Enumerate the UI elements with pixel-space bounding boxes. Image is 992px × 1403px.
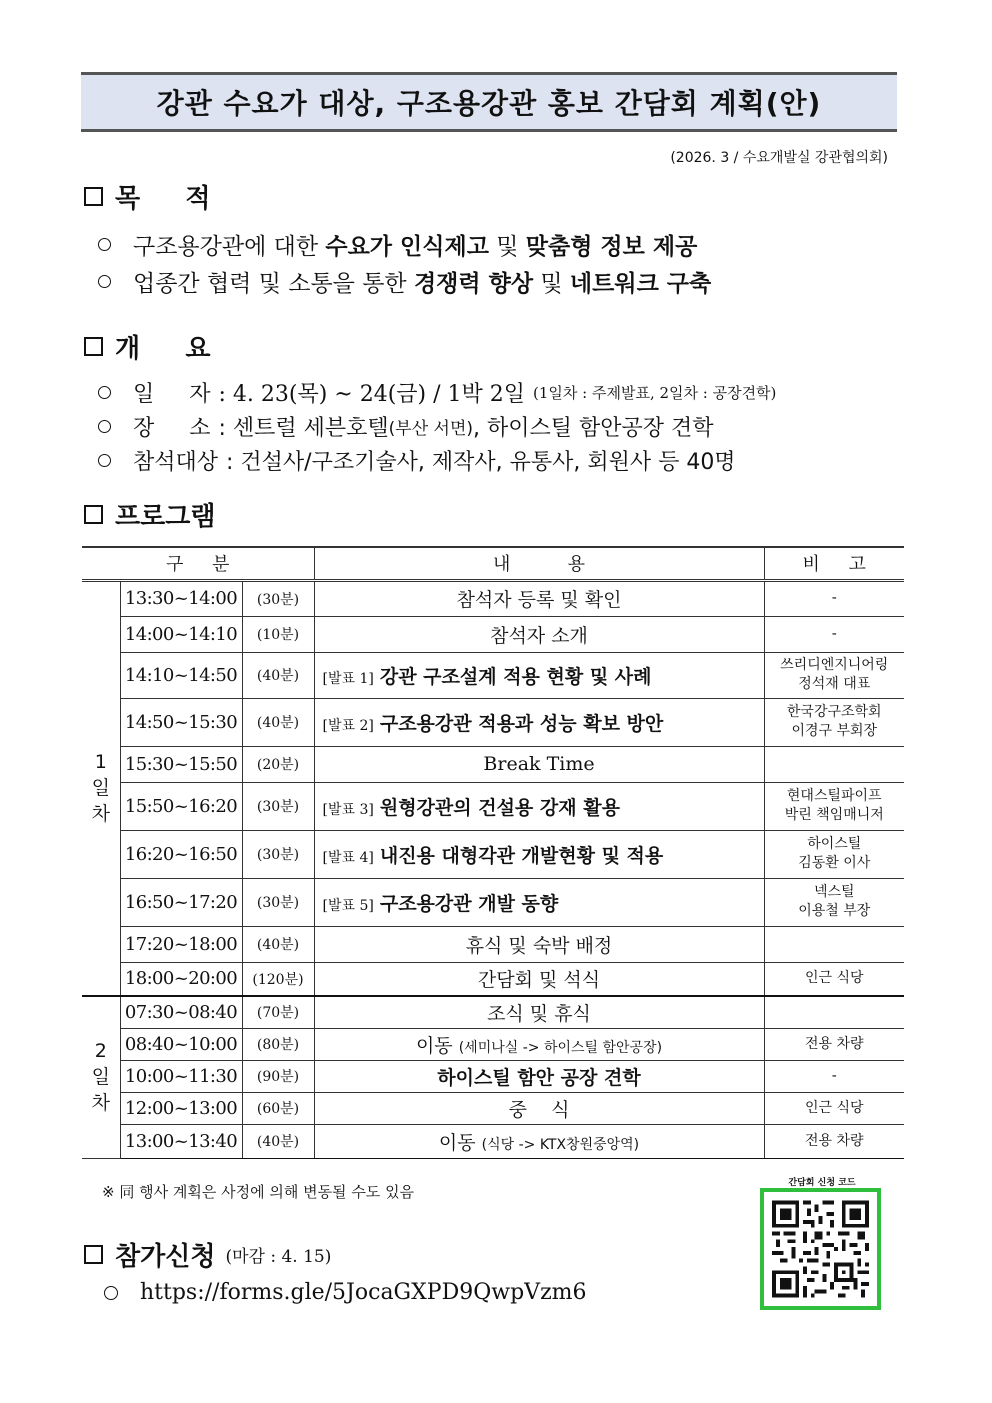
- program-table: [82, 546, 904, 1159]
- circle-bullet-icon: [98, 420, 111, 433]
- table-row: 17:20~18:00 (40분) 휴식 및 숙박 배정: [82, 926, 904, 962]
- header-remark: 비 고: [764, 547, 904, 580]
- table-row: 16:20~16:50 (30분) [발표 4] 내진용 대형각관 개발현황 및 적용 하이스틸 김동환 이사: [82, 830, 904, 878]
- circle-bullet-icon: [104, 1286, 118, 1300]
- table-row: 13:00~13:40 (40분) 이동 (식당 -> KTX창원중앙역) 전용 차량: [82, 1124, 904, 1158]
- table-row: 2 일 차 07:30~08:40 (70분) 조식 및 휴식: [82, 996, 904, 1028]
- qr-code-graphic: [772, 1200, 869, 1298]
- section-purpose-heading: 목 적: [84, 178, 211, 215]
- document-title: 강관 수요가 대상, 구조용강관 홍보 간담회 계획(안): [156, 87, 822, 120]
- section-overview-heading: 개 요: [84, 328, 211, 365]
- table-row: 08:40~10:00 (80분) 이동 (세미나실 -> 하이스틸 함안공장) 전용 차량: [82, 1028, 904, 1060]
- table-row: 15:30~15:50 (20분) Break Time: [82, 746, 904, 782]
- square-box-icon: [84, 1245, 103, 1264]
- table-row: 12:00~13:00 (60분) 중 식 인근 식당: [82, 1092, 904, 1124]
- table-row: 14:00~14:10 (10분) 참석자 소개 -: [82, 616, 904, 652]
- overview-attendees: 참석대상 : 건설사/구조기술사, 제작사, 유통사, 회원사 등 40명: [98, 445, 736, 476]
- qr-label: 간담회 신청 코드: [788, 1178, 856, 1188]
- day1-label: 1 일 차: [82, 580, 120, 996]
- table-header-row: [82, 547, 904, 580]
- circle-bullet-icon: [98, 238, 111, 251]
- section-register-heading: 참가신청 (마감 : 4. 15): [84, 1236, 331, 1273]
- section-program-heading: 프로그램: [84, 496, 215, 533]
- table-row: 18:00~20:00 (120분) 간담회 및 석식 인근 식당: [82, 962, 904, 996]
- table-row: 10:00~11:30 (90분) 하이스틸 함안 공장 견학 -: [82, 1060, 904, 1092]
- purpose-item-2: 업종간 협력 및 소통을 통한 경쟁력 향상 및 네트워크 구축: [98, 265, 711, 298]
- table-row: 16:50~17:20 (30분) [발표 5] 구조용강관 개발 동향 넥스틸 이용철 부장: [82, 878, 904, 926]
- circle-bullet-icon: [98, 454, 111, 467]
- document-meta: (2026. 3 / 수요개발실 강관협의회): [670, 150, 888, 166]
- document-title-box: [81, 72, 897, 132]
- header-content: 내 용: [314, 547, 764, 580]
- header-category: 구 분: [82, 547, 314, 580]
- table-row: 15:50~16:20 (30분) [발표 3] 원형강관의 건설용 강재 활용 현대스틸파이프 박린 책임매니저: [82, 782, 904, 830]
- day2-label: 2 일 차: [82, 996, 120, 1158]
- table-row: 1 일 차 13:30~14:00 (30분) 참석자 등록 및 확인 -: [82, 580, 904, 616]
- table-row: 14:50~15:30 (40분) [발표 2] 구조용강관 적용과 성능 확보 방안 한국강구조학회 이경구 부회장: [82, 698, 904, 746]
- overview-date: 일 자 : 4. 23(목) ~ 24(금) / 1박 2일 (1일차 : 주제발표, 2일차 : 공장견학): [98, 377, 776, 408]
- circle-bullet-icon: [98, 386, 111, 399]
- square-box-icon: [84, 505, 103, 524]
- overview-place: 장 소 : 센트럴 세븐호텔 (부산 서면) , 하이스틸 함안공장 견학: [98, 411, 714, 442]
- square-box-icon: [84, 337, 103, 356]
- registration-url[interactable]: https://forms.gle/5JocaGXPD9QwpVzm6: [140, 1280, 587, 1305]
- circle-bullet-icon: [98, 275, 111, 288]
- footnote: ※ 同 행사 계획은 사정에 의해 변동될 수도 있음: [102, 1183, 415, 1201]
- registration-link[interactable]: [104, 1280, 587, 1305]
- qr-code-icon[interactable]: [760, 1188, 881, 1310]
- square-box-icon: [84, 187, 103, 206]
- purpose-item-1: 구조용강관에 대한 수요가 인식제고 및 맞춤형 정보 제공: [98, 228, 697, 261]
- table-row: 14:10~14:50 (40분) [발표 1] 강관 구조설계 적용 현황 및 사례 쓰리디엔지니어링 정석재 대표: [82, 652, 904, 698]
